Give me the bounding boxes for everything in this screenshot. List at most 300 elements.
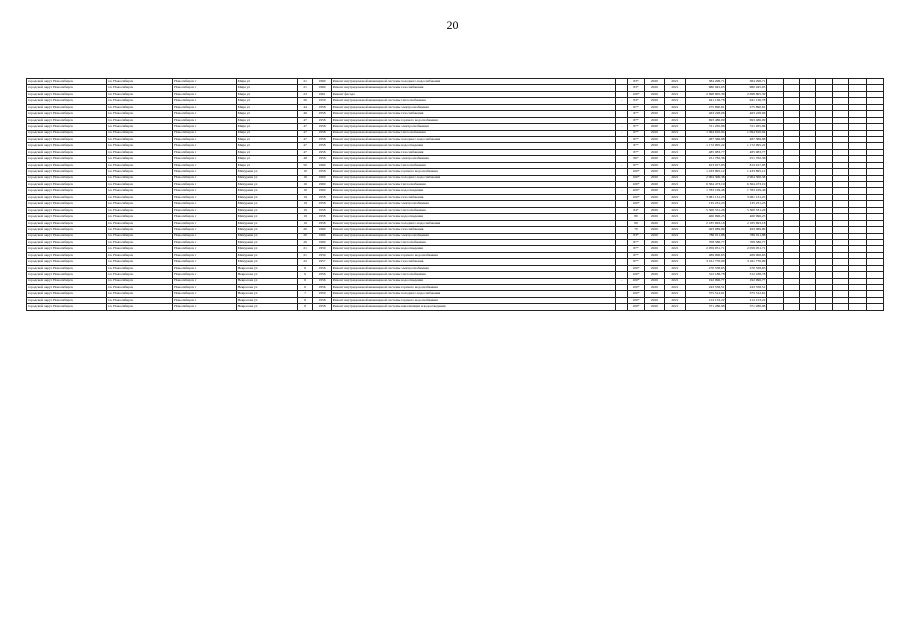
cell-work: Ремонт внутридомовой инженерной системы электроснабжения [331,156,615,162]
cell-street: Мира ул [236,156,297,162]
cell-municipality: городской округ Новосибирск [27,85,107,91]
cell-street: Мира ул [236,111,297,117]
cell-year: 1960 [313,227,331,233]
cell-street: Мичурина ул [236,252,297,258]
cell-cost: 1 172 095,22 [685,143,726,149]
cell-work: Ремонт внутридомовой инженерной системы газоснабжения [331,227,615,233]
cell-house: 47 [297,117,312,123]
cell-pct: 100* [628,175,644,181]
cell-house: 20 [297,233,312,239]
cell-pct: 100* [628,278,644,284]
cell-settlement: г.п. Новосибирск [106,136,172,142]
cell-y1: 2020 [644,265,664,271]
cell-cost: 460 996,25 [685,214,726,220]
cell-municipality: городской округ Новосибирск [27,91,107,97]
cell-house: 16 [297,175,312,181]
cell-city: Новосибирск г [173,85,236,91]
cell-cost: 487 369,98 [685,136,726,142]
cell-city: Новосибирск г [173,149,236,155]
empty-cell [783,304,799,310]
cell-year: 1956 [313,285,331,291]
cell-street: Мира ул [236,117,297,123]
cell-pct: 100* [628,194,644,200]
cell-year: 1958 [313,124,331,130]
cell-house: 19 [297,207,312,213]
cell-cost2: 2 185 693,18 [726,220,767,226]
cell-pct: 87* [628,239,644,245]
cell-settlement: г.п. Новосибирск [106,233,172,239]
cell-city: Новосибирск г [173,175,236,181]
cell-y2: 2021 [665,169,685,175]
cell-y1: 2020 [644,297,664,303]
cell-y1: 2020 [644,227,664,233]
cell-municipality: городской округ Новосибирск [27,259,107,265]
cell-settlement: г.п. Новосибирск [106,98,172,104]
cell-work: Ремонт внутридомовой инженерной системы горячего водоснабжения [331,252,615,258]
cell-house: 7 [297,291,312,297]
cell-y1: 2020 [644,239,664,245]
cell-y2: 2021 [665,227,685,233]
cell-y2: 2021 [665,272,685,278]
cell-house: 20 [297,239,312,245]
cell-pct: 70 [628,227,644,233]
cell-cost2: 275 890,81 [726,104,767,110]
empty-cell [866,304,883,310]
cell-y1: 2020 [644,201,664,207]
cell-cost2: 485 983,77 [726,149,767,155]
cell-city: Новосибирск г [173,124,236,130]
cell-y2: 2021 [665,98,685,104]
cell-y1: 2020 [644,278,664,284]
cell-settlement: г.п. Новосибирск [106,246,172,252]
cell-cost2: 1 094 810,94 [726,130,767,136]
cell-cost: 2 698 805,39 [685,91,726,97]
cell-pct: 100* [628,201,644,207]
cell-y2: 2021 [665,194,685,200]
cell-work: Ремонт внутридомовой инженерной системы электроснабжения [331,124,615,130]
cell-city: Новосибирск г [173,297,236,303]
cell-pct: 100* [628,91,644,97]
cell-street: Мичурина ул [236,207,297,213]
cell-street: Мира ул [236,85,297,91]
cell-y2: 2021 [665,162,685,168]
cell-year: 1958 [313,220,331,226]
cell-y1: 2020 [644,124,664,130]
cell-cost2: 375 512,61 [726,291,767,297]
cell-street: Мира ул [236,143,297,149]
cell-city: Новосибирск г [173,252,236,258]
cell-municipality: городской округ Новосибирск [27,182,107,188]
cell-house: 46 [297,111,312,117]
cell-settlement: г.п. Новосибирск [106,169,172,175]
cell-y1: 2020 [644,259,664,265]
cell-y2: 2021 [665,220,685,226]
cell-city: Новосибирск г [173,143,236,149]
cell-cost2: 5 300 531,26 [726,207,767,213]
cell-settlement: г.п. Новосибирск [106,162,172,168]
cell-settlement: г.п. Новосибирск [106,239,172,245]
cell-y2: 2021 [665,117,685,123]
cell-city: Новосибирск г [173,220,236,226]
cell-municipality: городской округ Новосибирск [27,149,107,155]
cell-y1: 2020 [644,91,664,97]
cell-city: Новосибирск г [173,79,236,85]
cell-y2: 2021 [665,285,685,291]
cell-pct: 87* [628,246,644,252]
cell-sign: - [616,188,628,194]
cell-pct: 100* [628,291,644,297]
cell-municipality: городской округ Новосибирск [27,233,107,239]
cell-cost: 2 059 051,71 [685,246,726,252]
cell-street: Мичурина ул [236,220,297,226]
cell-pct: 100* [628,285,644,291]
cell-settlement: г.п. Новосибирск [106,227,172,233]
cell-cost2: 493 089,89 [726,227,767,233]
cell-sign: - [616,162,628,168]
cell-municipality: городской округ Новосибирск [27,79,107,85]
cell-settlement: г.п. Новосибирск [106,117,172,123]
cell-pct: 100* [628,272,644,278]
cell-cost: 980 945,05 [685,85,726,91]
cell-pct: 84* [628,207,644,213]
cell-y1: 2020 [644,85,664,91]
cell-municipality: городской округ Новосибирск [27,265,107,271]
cell-settlement: г.п. Новосибирск [106,252,172,258]
cell-work: Ремонт внутридомовой инженерной системы газоснабжения [331,259,615,265]
cell-pct: 86* [628,156,644,162]
cell-cost: 384 298,71 [685,79,726,85]
cell-settlement: г.п. Новосибирск [106,259,172,265]
cell-cost2: 2 004 306,38 [726,175,767,181]
cell-settlement: г.п. Новосибирск [106,207,172,213]
cell-street: Мичурина ул [236,233,297,239]
cell-city: Новосибирск г [173,233,236,239]
cell-city: Новосибирск г [173,239,236,245]
cell-cost: 489 006,65 [685,252,726,258]
cell-municipality: городской округ Новосибирск [27,124,107,130]
cell-street: Мичурина ул [236,175,297,181]
cell-municipality: городской округ Новосибирск [27,194,107,200]
cell-cost: 243 558,51 [685,285,726,291]
cell-city: Новосибирск г [173,304,236,310]
cell-pct: 87* [628,149,644,155]
cell-work: Ремонт внутридомовой инженерной системы теплоснабжения [331,162,615,168]
cell-cost2: 270 558,65 [726,265,767,271]
cell-municipality: городской округ Новосибирск [27,175,107,181]
cell-municipality: городской округ Новосибирск [27,272,107,278]
cell-house: 47 [297,124,312,130]
cell-work: Ремонт внутридомовой инженерной системы горячего водоснабжения [331,169,615,175]
cell-house: 47 [297,130,312,136]
cell-street: Мичурина ул [236,201,297,207]
cell-work: Ремонт внутридомовой инженерной системы водоотведения [331,188,615,194]
cell-house: 47 [297,149,312,155]
cell-y2: 2021 [665,259,685,265]
cell-cost: 192 996,77 [685,278,726,284]
cell-year: 1958 [313,130,331,136]
cell-municipality: городской округ Новосибирск [27,297,107,303]
cell-pct: 83* [628,233,644,239]
cell-settlement: г.п. Новосибирск [106,91,172,97]
cell-y2: 2021 [665,124,685,130]
cell-settlement: г.п. Новосибирск [106,130,172,136]
cell-pct: 80 [628,214,644,220]
cell-year: 1959 [313,98,331,104]
cell-municipality: городской округ Новосибирск [27,227,107,233]
cell-house: 50 [297,162,312,168]
cell-house: 21 [297,246,312,252]
cell-year: 1958 [313,117,331,123]
cell-settlement: г.п. Новосибирск [106,272,172,278]
cell-year: 1958 [313,304,331,310]
cell-city: Новосибирск г [173,246,236,252]
cell-city: Новосибирск г [173,117,236,123]
cell-street: Некрасова ул [236,304,297,310]
cell-cost2: 384 298,71 [726,79,767,85]
cell-y2: 2021 [665,104,685,110]
cell-y1: 2020 [644,272,664,278]
cell-y1: 2020 [644,194,664,200]
cell-city: Новосибирск г [173,156,236,162]
cell-work: Ремонт внутридомовой инженерной системы газоснабжения [331,111,615,117]
cell-work: Ремонт фасада [331,91,615,97]
cell-year: 1960 [313,79,331,85]
cell-y1: 2020 [644,188,664,194]
cell-y2: 2021 [665,291,685,297]
cell-settlement: г.п. Новосибирск [106,214,172,220]
cell-pct: 83* [628,85,644,91]
cell-street: Мичурина ул [236,259,297,265]
cell-house: 10 [297,169,312,175]
cell-cost: 214 153,22 [685,297,726,303]
cell-cost2: 463 228,06 [726,111,767,117]
cell-street: Мира ул [236,98,297,104]
cell-municipality: городской округ Новосибирск [27,285,107,291]
cell-street: Мичурина ул [236,239,297,245]
cell-cost: 641 136,78 [685,98,726,104]
cell-y2: 2021 [665,182,685,188]
cell-street: Некрасова ул [236,265,297,271]
cell-y1: 2020 [644,136,664,142]
cell-y1: 2020 [644,79,664,85]
cell-cost2: 243 558,51 [726,285,767,291]
cell-year: 1958 [313,149,331,155]
cell-city: Новосибирск г [173,201,236,207]
cell-work: Ремонт внутридомовой инженерной системы теплоснабжения [331,207,615,213]
cell-municipality: городской округ Новосибирск [27,169,107,175]
cell-municipality: городской округ Новосибирск [27,98,107,104]
cell-y1: 2020 [644,285,664,291]
cell-y2: 2021 [665,297,685,303]
cell-pct: 87* [628,104,644,110]
cell-house: 19 [297,201,312,207]
cell-work: Ремонт внутридомовой инженерной системы газоснабжения [331,85,615,91]
cell-cost2: 641 136,78 [726,98,767,104]
cell-y1: 2020 [644,162,664,168]
cell-cost: 3 161 770,09 [685,259,726,265]
cell-settlement: г.п. Новосибирск [106,278,172,284]
cell-year: 1958 [313,297,331,303]
cell-cost2: 3 161 770,09 [726,259,767,265]
cell-pct: 100* [628,265,644,271]
cell-house: 20 [297,227,312,233]
cell-year: 1960 [313,162,331,168]
cell-year: 1959 [313,291,331,297]
cell-city: Новосибирск г [173,111,236,117]
cell-city: Новосибирск г [173,194,236,200]
cell-y2: 2021 [665,91,685,97]
cell-work: Ремонт внутридомовой инженерной системы холодного водоснабжения [331,79,615,85]
cell-city: Новосибирск г [173,265,236,271]
cell-municipality: городской округ Новосибирск [27,214,107,220]
cell-year: 1958 [313,136,331,142]
cell-y2: 2021 [665,304,685,310]
cell-settlement: г.п. Новосибирск [106,149,172,155]
cell-municipality: городской округ Новосибирск [27,136,107,142]
cell-y1: 2020 [644,149,664,155]
cell-work: Ремонт внутридомовой инженерной системы водоотведения [331,143,615,149]
cell-pct: 83* [628,98,644,104]
cell-y2: 2021 [665,79,685,85]
cell-house: 47 [297,136,312,142]
cell-municipality: городской округ Новосибирск [27,111,107,117]
cell-year: 1959 [313,252,331,258]
cell-cost2: 1 433 895,12 [726,169,767,175]
cell-year: 1956 [313,272,331,278]
cell-year: 1961 [313,91,331,97]
cell-street: Мичурина ул [236,227,297,233]
empty-cell [800,304,816,310]
cell-cost2: 6 364 473,19 [726,182,767,188]
cell-house: 47 [297,143,312,149]
cell-house: 22 [297,259,312,265]
cell-work: Ремонт внутридомовой инженерной системы водоотведения [331,246,615,252]
cell-y2: 2021 [665,130,685,136]
cell-street: Мира ул [236,104,297,110]
cell-street: Мира ул [236,136,297,142]
cell-y1: 2020 [644,156,664,162]
cell-settlement: г.п. Новосибирск [106,265,172,271]
cell-city: Новосибирск г [173,162,236,168]
cell-house: 21 [297,252,312,258]
cell-year: 1958 [313,194,331,200]
cell-y1: 2020 [644,143,664,149]
cell-city: Новосибирск г [173,291,236,297]
cell-y1: 2020 [644,175,664,181]
cell-settlement: г.п. Новосибирск [106,124,172,130]
cell-street: Мичурина ул [236,214,297,220]
cell-city: Новосибирск г [173,259,236,265]
cell-y2: 2021 [665,252,685,258]
cell-city: Новосибирск г [173,227,236,233]
cell-work: Ремонт внутридомовой инженерной системы теплоснабжения [331,130,615,136]
cell-pct: 87* [628,124,644,130]
cell-house: 6 [297,272,312,278]
cell-y1: 2020 [644,214,664,220]
cell-year: 1960 [313,188,331,194]
cell-house: 26 [297,98,312,104]
cell-y2: 2021 [665,136,685,142]
cell-cost: 2 004 306,38 [685,175,726,181]
cell-settlement: г.п. Новосибирск [106,111,172,117]
cell-pct: 100* [628,304,644,310]
cell-y1: 2020 [644,169,664,175]
cell-city: Новосибирск г [173,188,236,194]
cell-year: 1958 [313,143,331,149]
cell-street: Мира ул [236,124,297,130]
cell-settlement: г.п. Новосибирск [106,304,172,310]
cell-work: Ремонт внутридомовой инженерной системы холодного водоснабжения [331,175,615,181]
cell-work: Ремонт внутридомовой инженерной системы электроснабжения [331,265,615,271]
cell-work: Ремонт внутридомовой инженерной системы горячего водоснабжения [331,117,615,123]
cell-street: Мира ул [236,162,297,168]
empty-cell [832,304,848,310]
table-row [27,304,884,310]
cell-street: Мира ул [236,130,297,136]
cell-work: Ремонт внутридомовой инженерной системы канализации и водоотведения [331,304,615,310]
cell-cost: 5 300 531,26 [685,207,726,213]
page-number: 20 [446,18,459,32]
cell-cost2: 460 996,25 [726,214,767,220]
cell-cost: 708 586,77 [685,239,726,245]
cell-work: Ремонт внутридомовой инженерной системы теплоснабжения [331,239,615,245]
cell-cost2: 371 286,98 [726,304,767,310]
cell-year: 1957 [313,259,331,265]
cell-cost2: 251 782,36 [726,156,767,162]
cell-y1: 2020 [644,246,664,252]
cell-y2: 2021 [665,156,685,162]
cell-municipality: городской округ Новосибирск [27,104,107,110]
cell-y2: 2021 [665,265,685,271]
table-body [27,79,884,311]
cell-pct: 87* [628,252,644,258]
cell-pct: 83* [628,79,644,85]
cell-cost2: 786 011,88 [726,233,767,239]
cell-cost: 275 890,81 [685,104,726,110]
cell-y1: 2020 [644,111,664,117]
cell-cost2: 721 265,86 [726,124,767,130]
cell-city: Новосибирск г [173,182,236,188]
cell-municipality: городской округ Новосибирск [27,156,107,162]
cell-y2: 2021 [665,111,685,117]
cell-y1: 2020 [644,117,664,123]
cell-street: Мира ул [236,149,297,155]
cell-settlement: г.п. Новосибирск [106,188,172,194]
cell-settlement: г.п. Новосибирск [106,201,172,207]
cell-cost2: 312 188,78 [726,272,767,278]
cell-settlement: г.п. Новосибирск [106,79,172,85]
cell-work: Ремонт внутридомовой инженерной системы электроснабжения [331,201,615,207]
cell-y1: 2020 [644,207,664,213]
cell-house: 6 [297,278,312,284]
cell-cost2: 192 996,77 [726,278,767,284]
cell-pct: 87* [628,130,644,136]
cell-y1: 2020 [644,130,664,136]
cell-municipality: городской округ Новосибирск [27,117,107,123]
cell-y1: 2020 [644,252,664,258]
cell-house: 48 [297,156,312,162]
cell-municipality: городской округ Новосибирск [27,143,107,149]
cell-street: Некрасова ул [236,278,297,284]
cell-y2: 2021 [665,149,685,155]
cell-cost2: 135 231,23 [726,201,767,207]
cell-street: Некрасова ул [236,297,297,303]
cell-settlement: г.п. Новосибирск [106,104,172,110]
cell-year: 1958 [313,111,331,117]
cell-cost: 375 512,61 [685,291,726,297]
cell-pct: 100* [628,182,644,188]
cell-y1: 2020 [644,304,664,310]
